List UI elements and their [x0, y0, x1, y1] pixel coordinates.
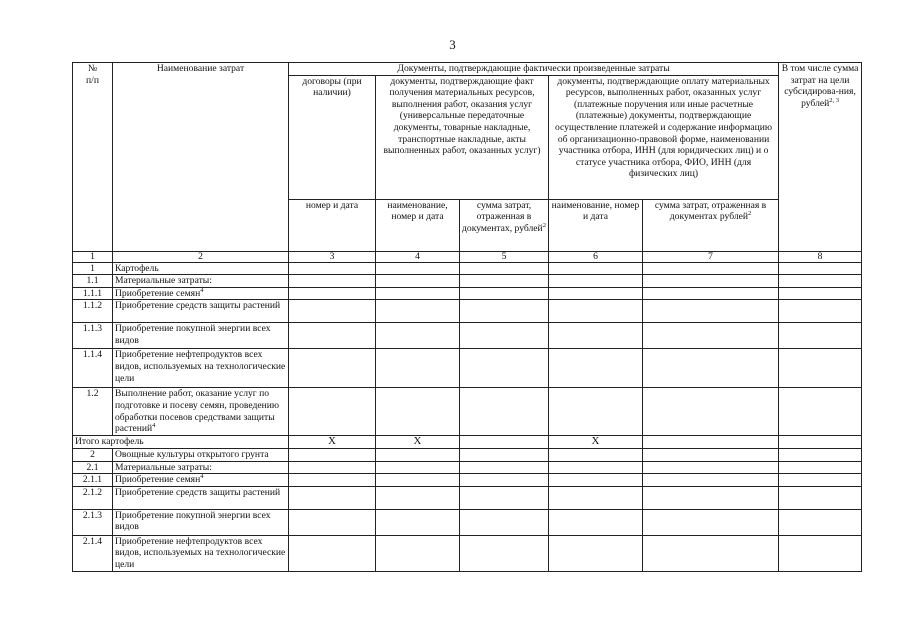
row-number: 2	[73, 448, 113, 461]
header-fact-docs: документы, подтверждающие факт получения материальных ресурсов, выполнения работ, оказания услуг (универсальные передаточные документы, товарные накладные, транспортные накладные, акты выполненных работ, оказанных услуг)	[376, 75, 549, 199]
empty-cell[interactable]	[643, 535, 779, 571]
empty-cell[interactable]	[779, 388, 862, 436]
header-payment-docs: документы, подтверждающие оплату материальных ресурсов, выполненных работ, оказанных услуг (платежные поручения или иные расчетные (платежные) документы, подтверждающие осуществление платежей и содержание информацию об организационно-правовой форме, наименовании участника отбора, ИНН (для юридических лиц) и о статусе участника отбора, ФИО, ИНН (для физических лиц)	[549, 75, 779, 199]
empty-cell[interactable]	[289, 461, 376, 474]
empty-cell[interactable]	[643, 275, 779, 288]
cost-name-text: Материальные затраты:	[115, 461, 212, 473]
table-row	[73, 287, 862, 300]
empty-cell[interactable]	[643, 388, 779, 436]
cost-name-text: Картофель	[115, 262, 159, 274]
row-number: 2.1.2	[73, 486, 113, 509]
header-sum-reflected-2: сумма затрат, отраженная в документах рублей$^2$	[643, 199, 779, 251]
empty-cell[interactable]	[643, 262, 779, 275]
empty-cell[interactable]	[289, 448, 376, 461]
empty-cell[interactable]	[549, 349, 643, 388]
column-number: 1	[73, 251, 113, 262]
cost-name-text: Приобретение семян	[115, 287, 201, 299]
empty-cell[interactable]	[289, 349, 376, 388]
total-label: Итого картофель	[73, 436, 289, 449]
cost-name	[113, 461, 289, 474]
empty-cell[interactable]	[549, 486, 643, 509]
cost-name-text: Приобретение покупной энергии всех видов	[115, 323, 271, 346]
empty-cell[interactable]	[779, 275, 862, 288]
total-cell: X	[289, 436, 376, 449]
row-number: 1.1.4	[73, 349, 113, 388]
cost-name	[113, 323, 289, 349]
cost-name-text: Приобретение нефтепродуктов всех видов, используемых на технологические цели	[115, 535, 286, 570]
empty-cell[interactable]	[289, 287, 376, 300]
cost-name-text: Приобретение средств защиты растений	[115, 486, 281, 498]
row-number: 1.1.3	[73, 323, 113, 349]
header-subsidy: В том числе сумма затрат на цели субсидирова-ния, рублей$^{2, 3}$	[779, 63, 862, 252]
empty-cell[interactable]	[376, 509, 460, 535]
column-number: 8	[779, 251, 862, 262]
header-contracts	[289, 75, 376, 251]
header-name: Наименование затрат	[113, 63, 289, 252]
column-number: 2	[113, 251, 289, 262]
empty-cell[interactable]	[779, 287, 862, 300]
cost-name-text: Приобретение средств защиты растений	[115, 300, 281, 312]
footnote-mark: 4	[200, 473, 204, 480]
cost-name	[113, 262, 289, 275]
cost-table	[72, 62, 862, 572]
row-number: 2.1.4	[73, 535, 113, 571]
empty-cell[interactable]	[779, 535, 862, 571]
row-number: 2.1.1	[73, 474, 113, 487]
empty-cell[interactable]	[779, 474, 862, 487]
empty-cell[interactable]	[460, 275, 549, 288]
header-number-date: номер и дата	[305, 199, 359, 211]
cost-name	[113, 535, 289, 571]
empty-cell[interactable]	[289, 388, 376, 436]
total-cell	[779, 436, 862, 449]
empty-cell[interactable]	[289, 300, 376, 323]
empty-cell[interactable]	[460, 323, 549, 349]
header-name-number-date: наименование, номер и дата	[376, 199, 460, 251]
table-row	[73, 474, 862, 487]
empty-cell[interactable]	[643, 323, 779, 349]
cost-name-text: Приобретение семян	[115, 474, 201, 486]
empty-cell[interactable]	[460, 535, 549, 571]
empty-cell[interactable]	[376, 349, 460, 388]
table-row	[73, 448, 862, 461]
empty-cell[interactable]	[779, 509, 862, 535]
cost-name-text: Приобретение покупной энергии всех видов	[115, 509, 271, 533]
empty-cell[interactable]	[549, 461, 643, 474]
empty-cell[interactable]	[549, 535, 643, 571]
cost-name	[113, 388, 289, 436]
empty-cell[interactable]	[549, 448, 643, 461]
empty-cell[interactable]	[549, 388, 643, 436]
column-number: 6	[549, 251, 643, 262]
empty-cell[interactable]	[779, 461, 862, 474]
empty-cell[interactable]	[779, 349, 862, 388]
table-row	[73, 275, 862, 288]
row-number: 1	[73, 262, 113, 275]
empty-cell[interactable]	[289, 486, 376, 509]
total-cell: X	[549, 436, 643, 449]
total-row	[73, 436, 862, 449]
table-row	[73, 486, 862, 509]
cost-name	[113, 474, 289, 487]
empty-cell[interactable]	[779, 486, 862, 509]
empty-cell[interactable]	[289, 323, 376, 349]
header-num: № п/п	[73, 63, 113, 252]
row-number: 2.1	[73, 461, 113, 474]
empty-cell[interactable]	[376, 388, 460, 436]
cost-name	[113, 287, 289, 300]
empty-cell[interactable]	[549, 300, 643, 323]
empty-cell[interactable]	[643, 486, 779, 509]
empty-cell[interactable]	[643, 300, 779, 323]
empty-cell[interactable]	[643, 287, 779, 300]
column-number: 5	[460, 251, 549, 262]
column-number: 4	[376, 251, 460, 262]
footnote-mark: 4	[152, 421, 156, 429]
table-row	[73, 388, 862, 436]
header-docs-group: Документы, подтверждающие фактически произведенные затраты	[289, 63, 779, 76]
empty-cell[interactable]	[549, 287, 643, 300]
cost-name	[113, 275, 289, 288]
empty-cell[interactable]	[376, 287, 460, 300]
header-sum-reflected: сумма затрат, отраженная в документах, рублей$^2$	[460, 199, 549, 251]
cost-name-text: Овощные культуры открытого грунта	[115, 448, 269, 460]
table-body	[73, 262, 862, 571]
table-row	[73, 349, 862, 388]
empty-cell[interactable]	[779, 448, 862, 461]
column-number: 7	[643, 251, 779, 262]
table-row	[73, 300, 862, 323]
cost-name-text: Приобретение нефтепродуктов всех видов, используемых на технологические цели	[115, 349, 286, 384]
empty-cell[interactable]	[460, 262, 549, 275]
empty-cell[interactable]	[289, 535, 376, 571]
empty-cell[interactable]	[460, 448, 549, 461]
empty-cell[interactable]	[549, 509, 643, 535]
empty-cell[interactable]	[289, 474, 376, 487]
cost-name	[113, 509, 289, 535]
table-header	[73, 63, 862, 263]
row-number: 2.1.3	[73, 509, 113, 535]
empty-cell[interactable]	[779, 262, 862, 275]
empty-cell[interactable]	[779, 300, 862, 323]
cost-name-text: Материальные затраты:	[115, 275, 212, 287]
empty-cell[interactable]	[376, 448, 460, 461]
cost-name	[113, 448, 289, 461]
empty-cell[interactable]	[460, 388, 549, 436]
empty-cell[interactable]	[779, 323, 862, 349]
empty-cell[interactable]	[643, 448, 779, 461]
empty-cell[interactable]	[549, 474, 643, 487]
empty-cell[interactable]	[289, 509, 376, 535]
empty-cell[interactable]	[460, 486, 549, 509]
empty-cell[interactable]	[643, 461, 779, 474]
empty-cell[interactable]	[549, 262, 643, 275]
total-cell: X	[376, 436, 460, 449]
cost-name	[113, 349, 289, 388]
cost-name	[113, 300, 289, 323]
empty-cell[interactable]	[549, 323, 643, 349]
empty-cell[interactable]	[460, 300, 549, 323]
empty-cell[interactable]	[376, 461, 460, 474]
empty-cell[interactable]	[460, 509, 549, 535]
row-number: 1.1.1	[73, 287, 113, 300]
header-contracts-label: договоры (при наличии)	[289, 76, 375, 200]
row-number: 1.2	[73, 388, 113, 436]
table-row	[73, 262, 862, 275]
cost-name-text: Выполнение работ, оказание услуг по подготовке и посеву семян, проведению обработки посевов средствами защиты растений	[115, 388, 280, 435]
empty-cell[interactable]	[376, 262, 460, 275]
footnote-mark: 4	[200, 287, 204, 294]
empty-cell[interactable]	[376, 486, 460, 509]
column-number: 3	[289, 251, 376, 262]
row-number: 1.1.2	[73, 300, 113, 323]
header-name-number-date-2: наименование, номер и дата	[549, 199, 643, 251]
column-number-row	[73, 251, 862, 262]
page-number: 3	[449, 37, 456, 52]
empty-cell[interactable]	[376, 535, 460, 571]
empty-cell[interactable]	[460, 287, 549, 300]
table-row	[73, 461, 862, 474]
empty-cell[interactable]	[460, 474, 549, 487]
cost-name	[113, 486, 289, 509]
table-row	[73, 535, 862, 571]
empty-cell[interactable]	[460, 461, 549, 474]
row-number: 1.1	[73, 275, 113, 288]
total-cell	[460, 436, 549, 449]
empty-cell[interactable]	[643, 349, 779, 388]
empty-cell[interactable]	[460, 349, 549, 388]
empty-cell[interactable]	[643, 509, 779, 535]
empty-cell[interactable]	[549, 275, 643, 288]
empty-cell[interactable]	[376, 474, 460, 487]
table-row	[73, 509, 862, 535]
empty-cell[interactable]	[376, 323, 460, 349]
empty-cell[interactable]	[643, 474, 779, 487]
total-cell	[643, 436, 779, 449]
empty-cell[interactable]	[376, 300, 460, 323]
empty-cell[interactable]	[289, 275, 376, 288]
empty-cell[interactable]	[289, 262, 376, 275]
table-row	[73, 323, 862, 349]
empty-cell[interactable]	[376, 275, 460, 288]
